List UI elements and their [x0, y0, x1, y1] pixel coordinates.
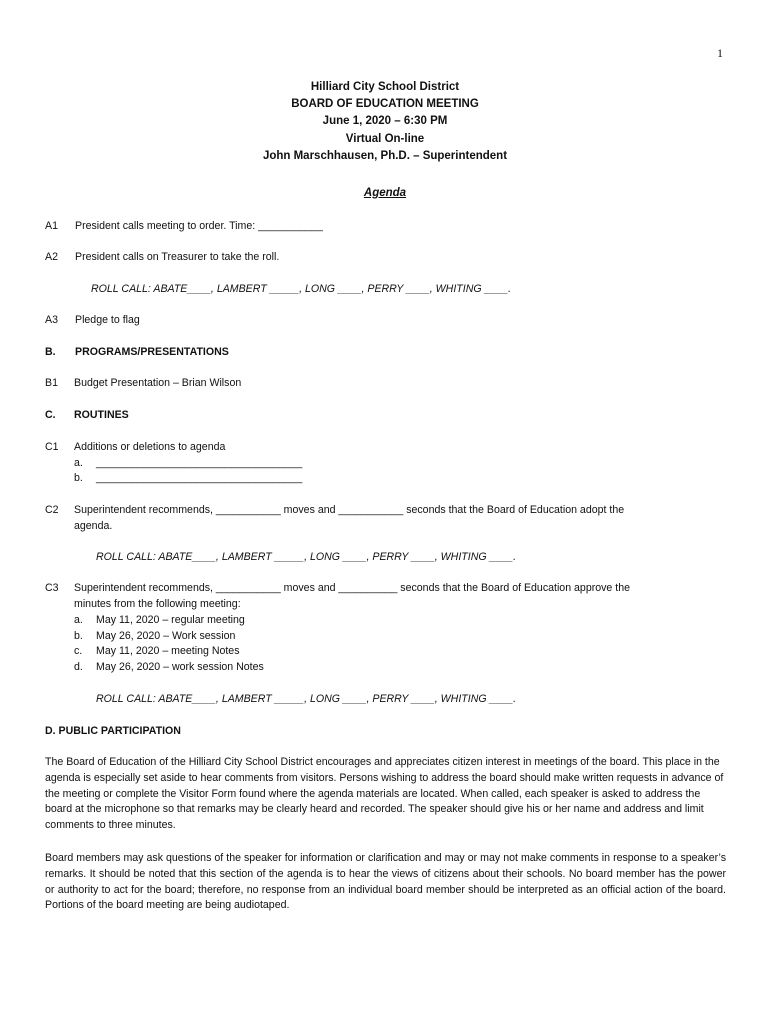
- district-name: Hilliard City School District: [310, 81, 460, 93]
- agenda-title: Agenda: [363, 187, 407, 199]
- sub-item-label: a.: [74, 457, 83, 469]
- section-code-b: B.: [45, 346, 56, 358]
- item-b1-text: Budget Presentation – Brian Wilson: [74, 377, 242, 389]
- item-code-c1: C1: [45, 441, 59, 453]
- item-c3-line1: Superintendent recommends, ___________ moves and __________ seconds that the Board of Education approve the: [74, 582, 630, 594]
- section-d-heading: D. PUBLIC PARTICIPATION: [45, 725, 181, 737]
- section-c-heading: ROUTINES: [74, 409, 129, 421]
- page-number: 1: [717, 46, 723, 60]
- item-code-b1: B1: [45, 377, 58, 389]
- public-participation-paragraph: The Board of Education of the Hilliard City School District encourages and appreciates citizen interest in meetings of the board. This place in the agenda is especially set aside to hear comments from visitors. Persons wishing to address the board should make written requests in advance of the meeting or complete the Visitor Form found where the agenda materials are located. When called, each speaker is asked to address the board at the microphone so that remarks may be clearly heard and recorded. The speaker should give his or her name and address and limit comments to three minutes.: [45, 756, 724, 832]
- item-code-a1: A1: [45, 220, 58, 232]
- item-c3-line2: minutes from the following meeting:: [74, 598, 241, 610]
- roll-call-line: ROLL CALL: ABATE____, LAMBERT _____, LONG ____, PERRY ____, WHITING ____.: [96, 693, 517, 705]
- document-header: [0, 79, 770, 165]
- item-c2-line2: agenda.: [74, 520, 113, 532]
- item-c1-text: Additions or deletions to agenda: [74, 441, 226, 453]
- meeting-location: Virtual On-line: [345, 132, 425, 145]
- sub-item-blank: ___________________________________: [96, 472, 303, 484]
- item-a2-text: President calls on Treasurer to take the roll.: [75, 251, 280, 263]
- superintendent-name: John Marschhausen, Ph.D. – Superintendent: [262, 149, 508, 162]
- minutes-item: May 26, 2020 – work session Notes: [96, 661, 264, 673]
- meeting-title: BOARD OF EDUCATION MEETING: [291, 98, 479, 111]
- meeting-date-time: June 1, 2020 – 6:30 PM: [322, 115, 448, 128]
- item-c2-line1: Superintendent recommends, ___________ moves and ___________ seconds that the Board of Education adopt the: [74, 504, 625, 516]
- roll-call-line: ROLL CALL: ABATE____, LAMBERT _____, LONG ____, PERRY ____, WHITING ____.: [91, 283, 512, 295]
- board-members-paragraph: Board members may ask questions of the speaker for information or clarification and may or may not make comments in response to a speaker’s remarks. It should be noted that this section of the agenda is to hear the views of citizens about their schools. No board member has the power or authority to act for the board; therefore, no response from an individual board member should be interpreted as an official action of the board. Portions of the board meeting are being audiotaped.: [45, 852, 726, 912]
- minutes-item: May 11, 2020 – regular meeting: [96, 614, 245, 626]
- minutes-item-label: c.: [74, 645, 83, 657]
- minutes-item-label: d.: [74, 661, 83, 673]
- sub-item-blank: ___________________________________: [96, 457, 303, 469]
- item-code-a3: A3: [45, 314, 58, 326]
- roll-call-line: ROLL CALL: ABATE____, LAMBERT _____, LONG ____, PERRY ____, WHITING ____.: [96, 551, 517, 563]
- minutes-item: May 11, 2020 – meeting Notes: [96, 645, 240, 657]
- item-code-c2: C2: [45, 504, 59, 516]
- item-a1-text: President calls meeting to order. Time: ___________: [75, 220, 323, 232]
- item-code-a2: A2: [45, 251, 58, 263]
- item-code-c3: C3: [45, 582, 59, 594]
- section-b-heading: PROGRAMS/PRESENTATIONS: [75, 346, 229, 358]
- sub-item-label: b.: [74, 472, 83, 484]
- section-code-c: C.: [45, 409, 56, 421]
- minutes-item: May 26, 2020 – Work session: [96, 630, 236, 642]
- minutes-item-label: b.: [74, 630, 83, 642]
- minutes-item-label: a.: [74, 614, 83, 626]
- item-a3-text: Pledge to flag: [75, 314, 140, 326]
